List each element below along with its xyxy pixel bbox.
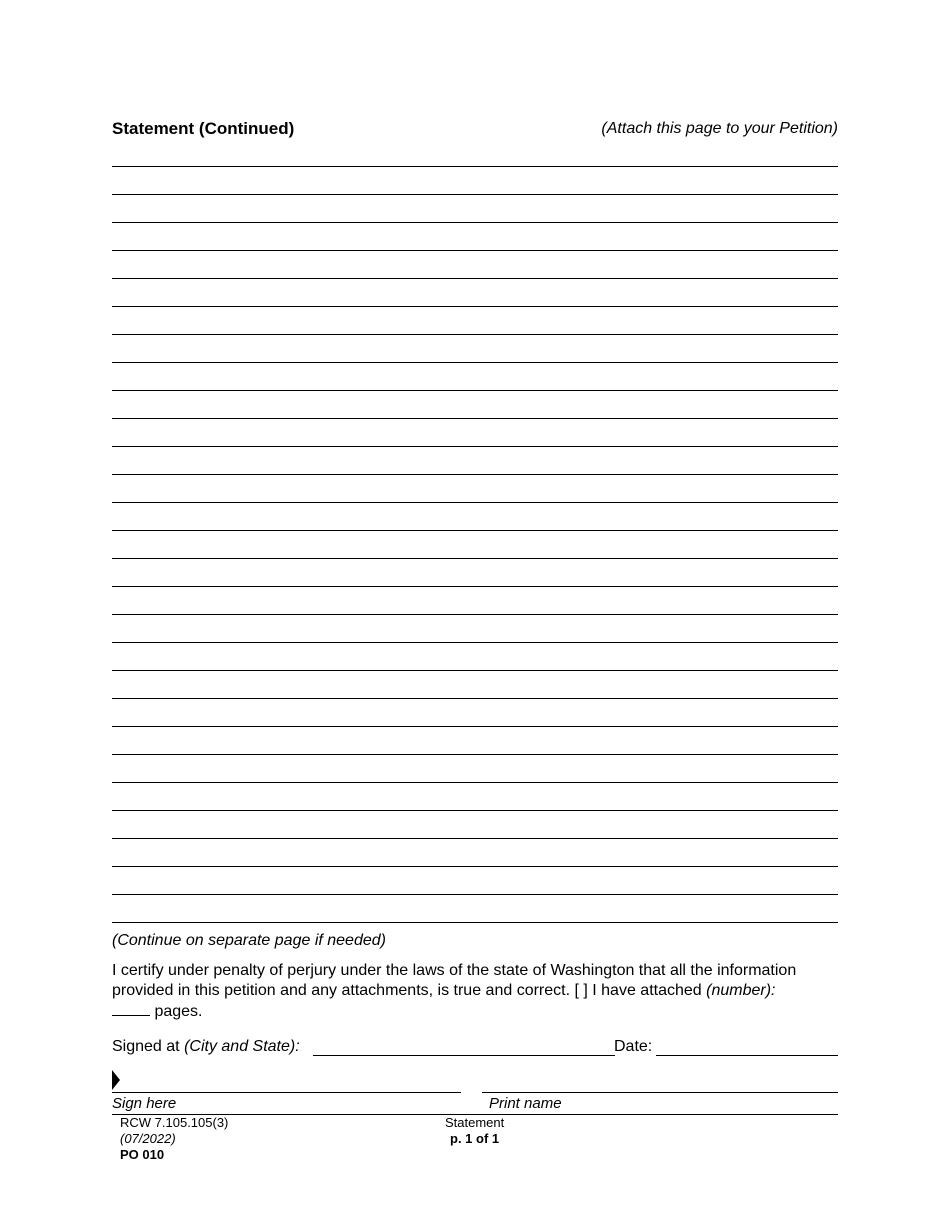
sign-here-label: Sign here [112, 1095, 177, 1112]
statement-line[interactable] [112, 558, 838, 586]
statement-line[interactable] [112, 418, 838, 446]
page-title: Statement (Continued) [112, 119, 295, 138]
statement-line[interactable] [112, 530, 838, 558]
statement-line[interactable] [112, 166, 838, 194]
footer-page-number: p. 1 of 1 [450, 1131, 500, 1146]
statement-line[interactable] [112, 222, 838, 250]
city-state-field[interactable] [313, 1055, 615, 1056]
statement-line[interactable] [112, 782, 838, 810]
footer-form-number: PO 010 [120, 1147, 165, 1162]
statement-line[interactable] [112, 894, 838, 922]
attach-note: (Attach this page to your Petition) [601, 120, 838, 137]
footer-rcw: RCW 7.105.105(3) [120, 1115, 229, 1130]
print-name-field[interactable] [482, 1092, 838, 1093]
certification-text [112, 961, 812, 1022]
statement-line[interactable] [112, 754, 838, 782]
statement-line[interactable] [112, 642, 838, 670]
statement-line[interactable] [112, 810, 838, 838]
print-name-label: Print name [489, 1095, 562, 1112]
statement-line[interactable] [112, 586, 838, 614]
city-state-label: (City and State): [184, 1038, 300, 1055]
statement-line[interactable] [112, 250, 838, 278]
statement-line[interactable] [112, 698, 838, 726]
statement-line[interactable] [112, 614, 838, 642]
footer-revision-date: (07/2022) [120, 1131, 176, 1146]
sign-arrow-icon [112, 1070, 120, 1090]
date-field[interactable] [656, 1055, 838, 1056]
pages-suffix: pages. [150, 1003, 203, 1020]
signature-field[interactable] [112, 1092, 461, 1093]
statement-line[interactable] [112, 362, 838, 390]
signed-at-label: Signed at [112, 1038, 185, 1055]
continue-note: (Continue on separate page if needed) [112, 932, 386, 949]
statement-line[interactable] [112, 334, 838, 362]
statement-line[interactable] [112, 866, 838, 894]
statement-line[interactable] [112, 194, 838, 222]
statement-line[interactable] [112, 474, 838, 502]
signed-at-row [112, 1038, 838, 1056]
footer-form-name: Statement [445, 1115, 505, 1130]
statement-line[interactable] [112, 726, 838, 754]
statement-line[interactable] [112, 446, 838, 474]
statement-lines[interactable] [112, 166, 838, 923]
statement-line[interactable] [112, 838, 838, 866]
date-label: Date: [614, 1038, 653, 1055]
statement-line[interactable] [112, 670, 838, 698]
statement-line[interactable] [112, 278, 838, 306]
certification-body: I certify under penalty of perjury under the laws of the state of Washington that all the information provided in this petition and any attachments, is true and correct. [ ] I have attached [112, 962, 797, 999]
number-label: (number): [706, 982, 776, 999]
statement-line[interactable] [112, 390, 838, 418]
statement-line[interactable] [112, 306, 838, 334]
statement-line[interactable] [112, 922, 838, 923]
attached-pages-field[interactable] [112, 1001, 150, 1016]
statement-line[interactable] [112, 502, 838, 530]
